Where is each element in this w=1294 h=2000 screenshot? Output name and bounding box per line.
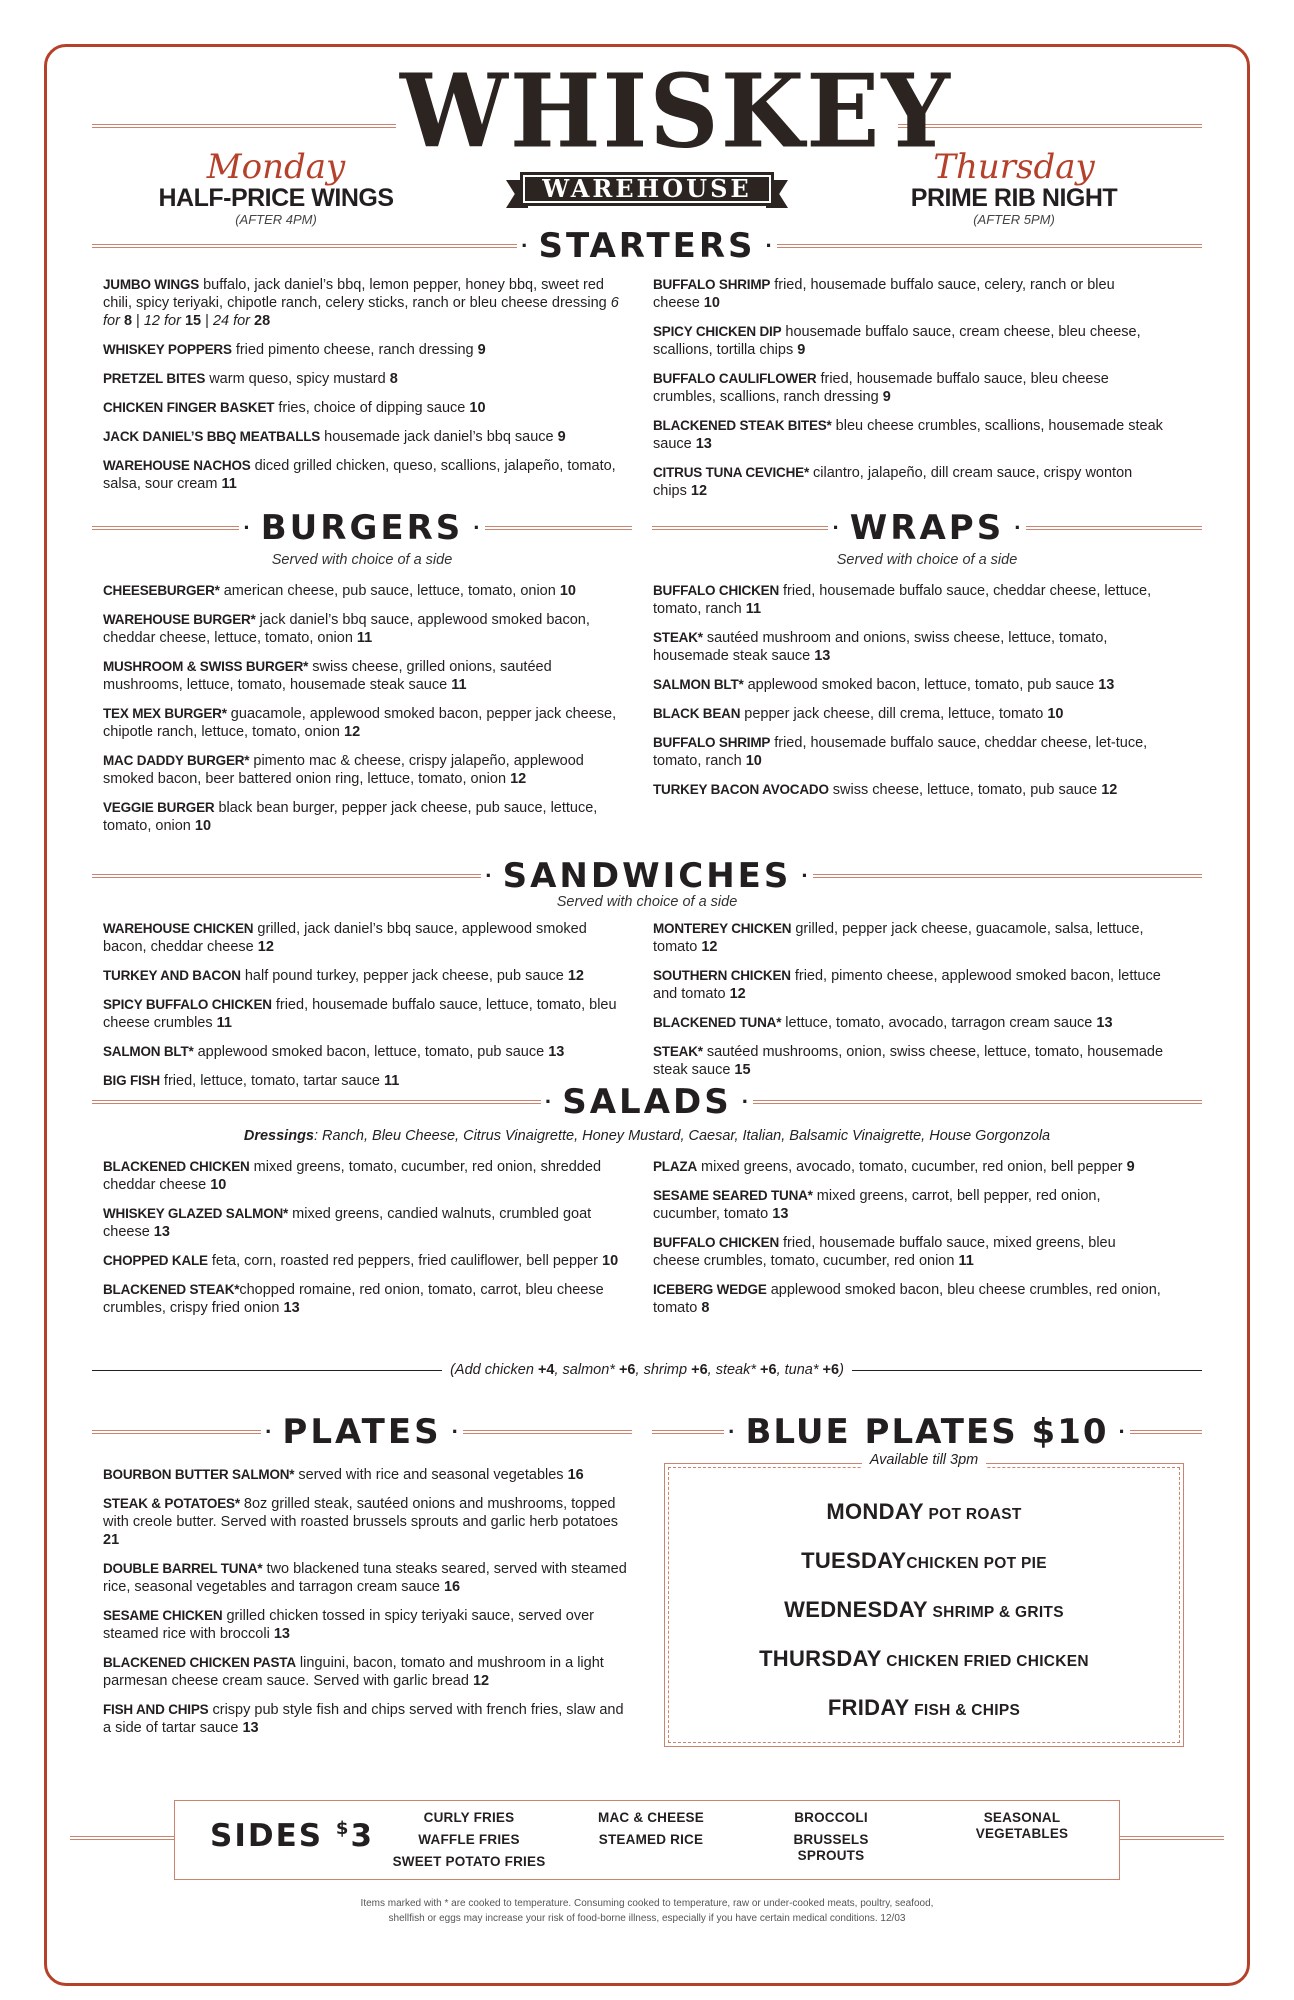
sandwiches-right-column bbox=[653, 920, 1165, 1090]
section-salads: · SALADS · bbox=[92, 1082, 1202, 1122]
sides-rule-left bbox=[70, 1836, 174, 1840]
disclaimer-line: Items marked with * are cooked to temperature. Consuming cooked to temperature, raw or under-cooked meats, poultry, seafood, bbox=[360, 1898, 934, 1909]
menu-item: TEX MEX BURGER* guacamole, applewood smoked bacon, pepper jack cheese, chipotle ranch, lettuce, tomato, onion 12 bbox=[103, 706, 617, 740]
menu-item: SALMON BLT* applewood smoked bacon, lettuce, tomato, pub sauce 13 bbox=[103, 1044, 565, 1060]
side-item: STEAMED RICE bbox=[598, 1832, 704, 1847]
promo-day: Monday bbox=[206, 147, 346, 187]
side-item: MAC & CHEESE bbox=[598, 1810, 704, 1825]
menu-item: MUSHROOM & SWISS BURGER* swiss cheese, grilled onions, sautéed mushrooms, lettuce, tomato, housemade steak sauce 11 bbox=[103, 659, 552, 693]
menu-item: PRETZEL BITES warm queso, spicy mustard 8 bbox=[103, 371, 398, 387]
menu-item: CHOPPED KALE feta, corn, roasted red peppers, fried cauliflower, bell pepper 10 bbox=[103, 1253, 619, 1269]
menu-item: MAC DADDY BURGER* pimento mac & cheese, crispy jalapeño, applewood smoked bacon, beer battered onion ring, lettuce, tomato, onion 12 bbox=[103, 753, 584, 787]
section-title: PLATES bbox=[282, 1412, 442, 1452]
menu-item: WAREHOUSE CHICKEN grilled, jack daniel’s bbq sauce, applewood smoked bacon, cheddar cheese 12 bbox=[103, 921, 587, 955]
brand-logo-title: WHISKEY bbox=[400, 52, 952, 171]
salad-dressings: Dressings: Ranch, Bleu Cheese, Citrus Vinaigrette, Honey Mustard, Caesar, Italian, Balsamic Vinaigrette, House Gorgonzola bbox=[243, 1128, 1051, 1144]
menu-item: ICEBERG WEDGE applewood smoked bacon, bleu cheese crumbles, red onion, tomato 8 bbox=[653, 1282, 1161, 1316]
blue-plates-list bbox=[664, 1497, 1184, 1742]
menu-item: WAREHOUSE BURGER* jack daniel’s bbq sauce, applewood smoked bacon, cheddar cheese, lettuce, tomato, onion 11 bbox=[103, 612, 590, 646]
menu-item: STEAK* sautéed mushroom and onions, swiss cheese, lettuce, tomato, housemade steak sauce 13 bbox=[653, 630, 1108, 664]
promo-thursday bbox=[874, 147, 1154, 228]
menu-item: JUMBO WINGS buffalo, jack daniel’s bbq, lemon pepper, honey bbq, sweet red chili, spicy teriyaki, chipotle ranch, celery sticks, ranch or bleu cheese dressing 6 for 8 | 12 for 15 | 24 for 28 bbox=[103, 277, 619, 329]
menu-item: FISH AND CHIPS crispy pub style fish and chips served with french fries, slaw and a side of tartar sauce 13 bbox=[103, 1702, 624, 1736]
menu-item: BLACKENED STEAK*chopped romaine, red onion, tomato, carrot, bleu cheese crumbles, crispy fried onion 13 bbox=[103, 1282, 604, 1316]
menu-item: BUFFALO SHRIMP fried, housemade buffalo sauce, celery, ranch or bleu cheese 10 bbox=[653, 277, 1115, 311]
side-item: SWEET POTATO FRIES bbox=[392, 1854, 546, 1869]
menu-item: BLACK BEAN pepper jack cheese, dill crema, lettuce, tomato 10 bbox=[653, 706, 1064, 722]
section-title: SALADS bbox=[562, 1082, 732, 1122]
section-title: BURGERS bbox=[260, 508, 464, 548]
section-starters: · STARTERS · bbox=[92, 226, 1202, 266]
wraps-column bbox=[653, 582, 1165, 810]
menu-item: BUFFALO CHICKEN fried, housemade buffalo sauce, mixed greens, bleu cheese crumbles, tomato, cucumber, red onion 11 bbox=[653, 1235, 1116, 1269]
menu-item: PLAZA mixed greens, avocado, tomato, cucumber, red onion, bell pepper 9 bbox=[653, 1159, 1135, 1175]
menu-item: BUFFALO SHRIMP fried, housemade buffalo sauce, cheddar cheese, let-tuce, tomato, ranch 10 bbox=[653, 735, 1148, 769]
menu-item: BIG FISH fried, lettuce, tomato, tartar sauce 11 bbox=[103, 1073, 400, 1089]
promo-deal: PRIME RIB NIGHT bbox=[910, 184, 1118, 212]
menu-item: STEAK* sautéed mushrooms, onion, swiss cheese, lettuce, tomato, housemade steak sauce 15 bbox=[653, 1044, 1164, 1078]
menu-item: SALMON BLT* applewood smoked bacon, lettuce, tomato, pub sauce 13 bbox=[653, 677, 1115, 693]
starters-right-column bbox=[653, 276, 1165, 511]
starters-left-column bbox=[103, 276, 631, 504]
blue-plate-day: MONDAY POT ROAST bbox=[826, 1499, 1022, 1524]
allergy-disclaimer bbox=[250, 1896, 1044, 1926]
section-title: BLUE PLATES $10 bbox=[745, 1412, 1109, 1452]
sides-column bbox=[576, 1810, 726, 1854]
menu-item: VEGGIE BURGER black bean burger, pepper jack cheese, pub sauce, lettuce, tomato, onion 10 bbox=[103, 800, 598, 834]
menu-item: BLACKENED TUNA* lettuce, tomato, avocado, tarragon cream sauce 13 bbox=[653, 1015, 1113, 1031]
section-sandwiches: · SANDWICHES · bbox=[92, 856, 1202, 896]
menu-item: SPICY BUFFALO CHICKEN fried, housemade buffalo sauce, lettuce, tomato, bleu cheese crumbles 11 bbox=[103, 997, 617, 1031]
side-item: SPROUTS bbox=[797, 1848, 865, 1863]
side-item: SEASONAL bbox=[983, 1810, 1061, 1825]
menu-item: SPICY CHICKEN DIP housemade buffalo sauce, cream cheese, bleu cheese, scallions, tortilla chips 9 bbox=[653, 324, 1141, 358]
menu-item: DOUBLE BARREL TUNA* two blackened tuna steaks seared, served with steamed rice, seasonal vegetables and tarragon cream sauce 16 bbox=[103, 1561, 627, 1595]
side-item: BROCCOLI bbox=[794, 1810, 868, 1825]
menu-item: CHICKEN FINGER BASKET fries, choice of dipping sauce 10 bbox=[103, 400, 486, 416]
menu-item: MONTEREY CHICKEN grilled, pepper jack cheese, guacamole, salsa, lettuce, tomato 12 bbox=[653, 921, 1144, 955]
menu-item: STEAK & POTATOES* 8oz grilled steak, sautéed onions and mushrooms, topped with creole butter. Served with roasted brussels sprouts and garlic herb potatoes 21 bbox=[103, 1496, 619, 1548]
menu-item: BLACKENED CHICKEN mixed greens, tomato, cucumber, red onion, shredded cheddar cheese 10 bbox=[103, 1159, 602, 1193]
menu-item: BLACKENED STEAK BITES* bleu cheese crumbles, scallions, housemade steak sauce 13 bbox=[653, 418, 1163, 452]
menu-item: TURKEY BACON AVOCADO swiss cheese, lettuce, tomato, pub sauce 12 bbox=[653, 782, 1118, 798]
sandwiches-left-column bbox=[103, 920, 631, 1101]
promo-monday bbox=[136, 147, 416, 228]
blue-plate-day: WEDNESDAY SHRIMP & GRITS bbox=[784, 1597, 1064, 1622]
section-subtitle: Served with choice of a side bbox=[556, 894, 738, 910]
disclaimer-line: shellfish or eggs may increase your risk of food-borne illness, especially if you have certain medical conditions. 12/03 bbox=[388, 1913, 906, 1924]
menu-item: SOUTHERN CHICKEN fried, pimento cheese, applewood smoked bacon, lettuce and tomato 12 bbox=[653, 968, 1161, 1002]
sides-column bbox=[952, 1810, 1092, 1848]
section-title: STARTERS bbox=[538, 226, 756, 266]
menu-item: CITRUS TUNA CEVICHE* cilantro, jalapeño, dill cream sauce, crispy wonton chips 12 bbox=[653, 465, 1133, 499]
menu-item: BLACKENED CHICKEN PASTA linguini, bacon, tomato and mushroom in a light parmesan cheese cream sauce. Served with garlic bread 12 bbox=[103, 1655, 604, 1689]
burgers-column bbox=[103, 582, 631, 846]
menu-item: JACK DANIEL’S BBQ MEATBALLS housemade jack daniel’s bbq sauce 9 bbox=[103, 429, 566, 445]
section-title: WRAPS bbox=[849, 508, 1005, 548]
sides-column bbox=[384, 1810, 554, 1876]
sides-rule-right bbox=[1120, 1836, 1224, 1840]
menu-item: WHISKEY POPPERS fried pimento cheese, ranch dressing 9 bbox=[103, 342, 486, 358]
promo-deal: HALF-PRICE WINGS bbox=[158, 184, 394, 212]
blue-plates-subtitle: Available till 3pm bbox=[664, 1452, 1184, 1468]
promo-time: (AFTER 5PM) bbox=[973, 212, 1055, 227]
side-item: WAFFLE FRIES bbox=[418, 1832, 520, 1847]
blue-plate-day: THURSDAY CHICKEN FRIED CHICKEN bbox=[759, 1646, 1089, 1671]
menu-item: BUFFALO CHICKEN fried, housemade buffalo sauce, cheddar cheese, lettuce, tomato, ranch 11 bbox=[653, 583, 1152, 617]
brand-logo-subtitle: WAREHOUSE bbox=[520, 172, 774, 206]
section-burgers: · BURGERS · bbox=[92, 508, 632, 548]
menu-item: BUFFALO CAULIFLOWER fried, housemade buffalo sauce, bleu cheese crumbles, scallions, ranch dressing 9 bbox=[653, 371, 1109, 405]
salads-left-column bbox=[103, 1158, 631, 1328]
salad-addons: (Add chicken +4, salmon* +6, shrimp +6, steak* +6, tuna* +6) bbox=[92, 1362, 1202, 1378]
promo-time: (AFTER 4PM) bbox=[235, 212, 317, 227]
menu-item: SESAME CHICKEN grilled chicken tossed in spicy teriyaki sauce, served over steamed rice with broccoli 13 bbox=[103, 1608, 594, 1642]
section-subtitle: Served with choice of a side bbox=[836, 552, 1018, 568]
menu-item: WAREHOUSE NACHOS diced grilled chicken, queso, scallions, jalapeño, tomato, salsa, sour cream 11 bbox=[103, 458, 616, 492]
section-subtitle: Served with choice of a side bbox=[271, 552, 453, 568]
side-item: CURLY FRIES bbox=[423, 1810, 515, 1825]
sides-column bbox=[766, 1810, 896, 1870]
header-rule-left bbox=[92, 124, 396, 128]
side-item: BRUSSELS bbox=[793, 1832, 869, 1847]
menu-item: CHEESEBURGER* american cheese, pub sauce, lettuce, tomato, onion 10 bbox=[103, 583, 576, 599]
section-plates: · PLATES · bbox=[92, 1412, 632, 1452]
salads-right-column bbox=[653, 1158, 1165, 1328]
promo-day: Thursday bbox=[933, 147, 1095, 187]
sides-title: SIDES $3 bbox=[210, 1818, 375, 1854]
blue-plate-day: TUESDAYCHICKEN POT PIE bbox=[801, 1548, 1047, 1573]
blue-plate-day: FRIDAY FISH & CHIPS bbox=[827, 1695, 1021, 1720]
plates-column bbox=[103, 1466, 631, 1748]
menu-item: BOURBON BUTTER SALMON* served with rice and seasonal vegetables 16 bbox=[103, 1467, 584, 1483]
side-item: VEGETABLES bbox=[975, 1826, 1069, 1841]
section-wraps: · WRAPS · bbox=[652, 508, 1202, 548]
section-title: SANDWICHES bbox=[502, 856, 792, 896]
menu-item: SESAME SEARED TUNA* mixed greens, carrot, bell pepper, red onion, cucumber, tomato 13 bbox=[653, 1188, 1101, 1222]
section-blue-plates: · BLUE PLATES $10 · bbox=[652, 1412, 1202, 1452]
menu-item: WHISKEY GLAZED SALMON* mixed greens, candied walnuts, crumbled goat cheese 13 bbox=[103, 1206, 592, 1240]
menu-item: TURKEY AND BACON half pound turkey, pepper jack cheese, pub sauce 12 bbox=[103, 968, 584, 984]
